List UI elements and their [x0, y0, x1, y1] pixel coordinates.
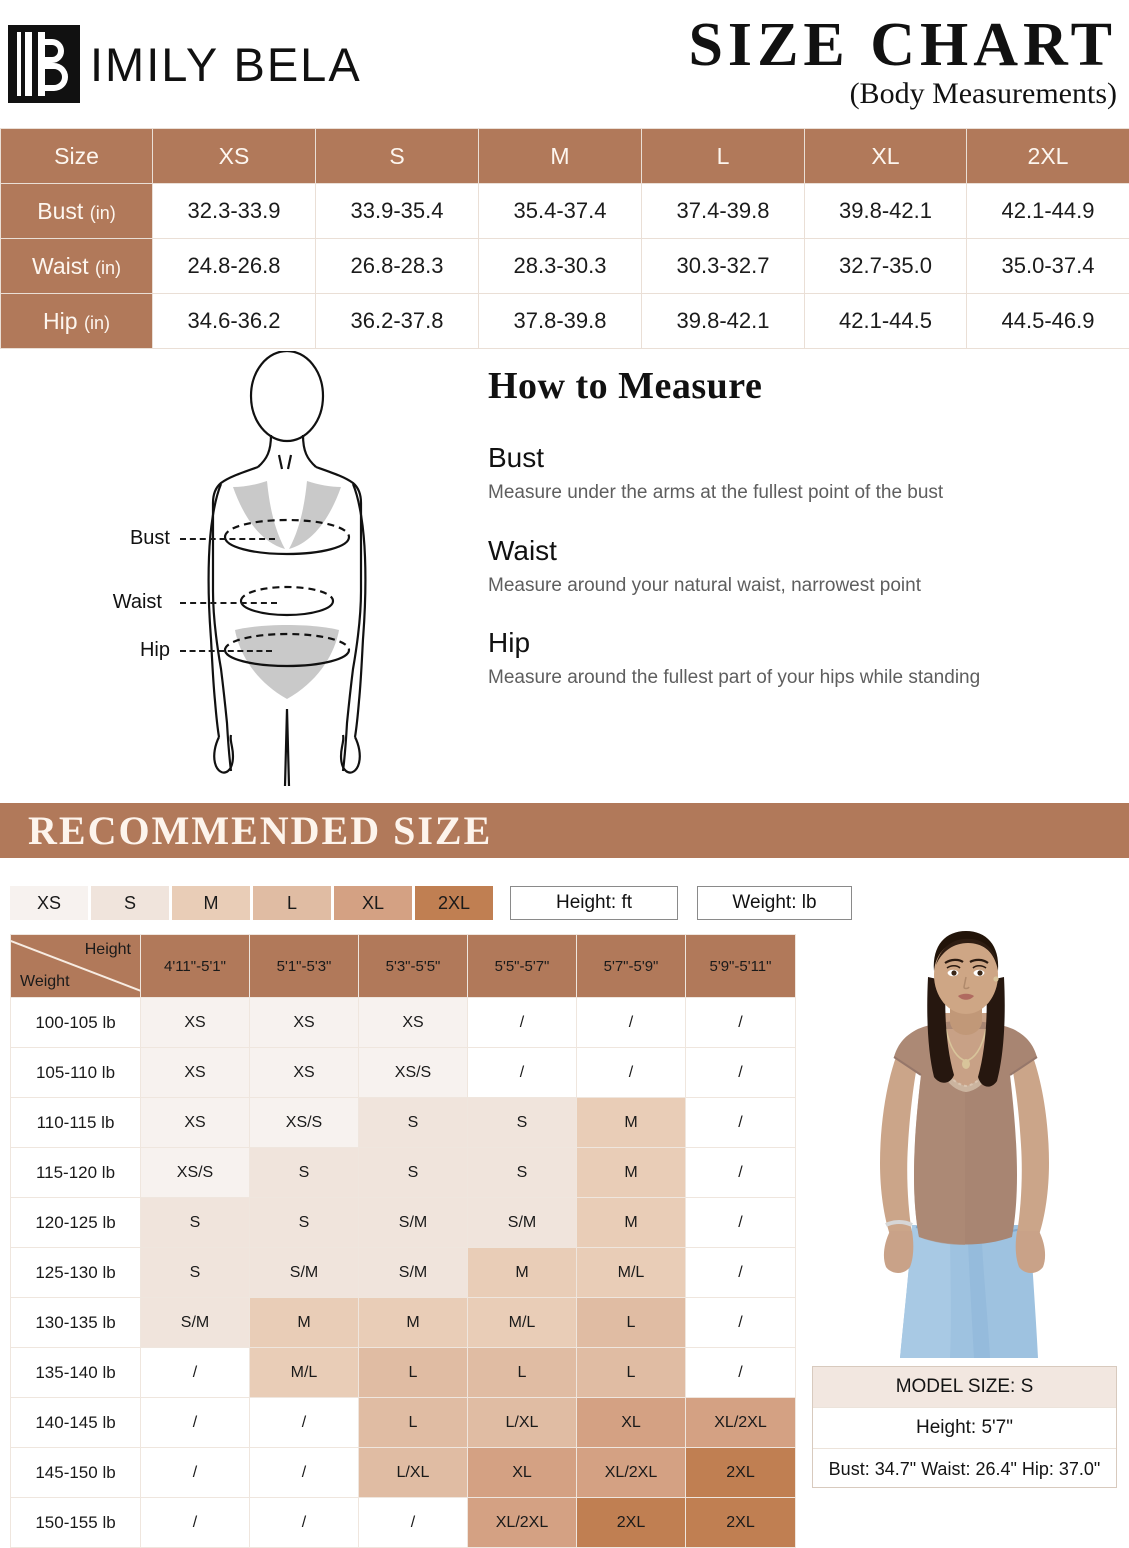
weight-row-label: 125-130 lb	[11, 1248, 141, 1298]
recommended-size-cell: S/M	[359, 1198, 468, 1248]
measurement-size-l: L	[642, 129, 805, 184]
measurement-row	[1, 239, 1129, 294]
recommended-size-cell: XS	[141, 1098, 250, 1148]
recommended-size-cell: XL/2XL	[468, 1498, 577, 1548]
recommended-size-cell: /	[468, 998, 577, 1048]
how-to-term-bust: Bust	[488, 442, 1088, 474]
measurement-cell-waist-xl: 32.7-35.0	[805, 239, 967, 294]
recommended-size-cell: /	[686, 998, 796, 1048]
emily-bela-monogram-icon	[8, 25, 80, 103]
recommended-size-cell: /	[250, 1498, 359, 1548]
height-col-3: 5'3"-5'5"	[359, 935, 468, 998]
legend-swatch-l: L	[253, 886, 331, 920]
measurement-cell-hip-l: 39.8-42.1	[642, 294, 805, 349]
table-row	[11, 1498, 796, 1548]
brand-lockup	[0, 25, 362, 103]
weight-row-label: 135-140 lb	[11, 1348, 141, 1398]
measurement-cell-bust-xl: 39.8-42.1	[805, 184, 967, 239]
recommended-size-cell: L/XL	[468, 1398, 577, 1448]
body-diagram-figure	[95, 351, 475, 786]
recommended-size-cell: M	[250, 1298, 359, 1348]
title-block	[688, 16, 1129, 113]
model-height: Height: 5'7"	[813, 1407, 1116, 1448]
measurement-cell-waist-xs: 24.8-26.8	[153, 239, 316, 294]
measurement-cell-hip-m: 37.8-39.8	[479, 294, 642, 349]
model-photo	[800, 925, 1129, 1358]
recommended-size-cell: L	[577, 1298, 686, 1348]
recommended-size-cell: L	[359, 1348, 468, 1398]
recommended-size-cell: S	[250, 1148, 359, 1198]
recommended-size-cell: S	[359, 1098, 468, 1148]
legend-swatch-xs: XS	[10, 886, 88, 920]
recommended-size-cell: XL/2XL	[577, 1448, 686, 1498]
legend-weight-unit: Weight: lb	[697, 886, 852, 920]
measurement-row	[1, 184, 1129, 239]
table-row	[11, 1198, 796, 1248]
how-to-item-waist	[488, 535, 1088, 599]
legend-height-unit: Height: ft	[510, 886, 678, 920]
measurement-size-s: S	[316, 129, 479, 184]
recommended-size-banner	[0, 803, 1129, 858]
recommended-size-cell: S	[359, 1148, 468, 1198]
recommended-size-table	[10, 934, 796, 1548]
measurement-cell-waist-l: 30.3-32.7	[642, 239, 805, 294]
recommended-size-cell: XL	[468, 1448, 577, 1498]
recommended-size-cell: XL	[577, 1398, 686, 1448]
how-to-desc-hip: Measure around the fullest part of your hips while standing	[488, 666, 1088, 691]
recommended-size-cell: XS/S	[141, 1148, 250, 1198]
measurement-size-2xl: 2XL	[967, 129, 1129, 184]
recommended-size-cell: L/XL	[359, 1448, 468, 1498]
measurement-row-label-hip: Hip (in)	[1, 294, 153, 349]
weight-row-label: 150-155 lb	[11, 1498, 141, 1548]
recommended-size-cell: /	[141, 1348, 250, 1398]
measurement-corner-label: Size	[1, 129, 153, 184]
recommended-header-row	[11, 935, 796, 998]
recommended-size-cell: M/L	[468, 1298, 577, 1348]
recommended-size-cell: /	[577, 998, 686, 1048]
recommended-size-cell: XS	[359, 998, 468, 1048]
table-row	[11, 1298, 796, 1348]
model-size-info-box	[812, 1366, 1117, 1488]
recommended-size-cell: /	[250, 1448, 359, 1498]
height-col-2: 5'1"-5'3"	[250, 935, 359, 998]
recommended-size-cell: XS/S	[250, 1098, 359, 1148]
recommended-size-cell: XS	[141, 1048, 250, 1098]
table-row	[11, 998, 796, 1048]
measurement-cell-bust-s: 33.9-35.4	[316, 184, 479, 239]
model-measurements: Bust: 34.7" Waist: 26.4" Hip: 37.0"	[813, 1448, 1116, 1489]
recommended-size-cell: /	[686, 1198, 796, 1248]
recommended-corner-cell	[11, 935, 141, 998]
body-measurements-table	[0, 128, 1129, 349]
measurement-cell-hip-s: 36.2-37.8	[316, 294, 479, 349]
measurement-size-m: M	[479, 129, 642, 184]
recommended-size-cell: S	[141, 1248, 250, 1298]
recommended-size-cell: M/L	[250, 1348, 359, 1398]
table-row	[11, 1398, 796, 1448]
height-col-1: 4'11"-5'1"	[141, 935, 250, 998]
weight-row-label: 105-110 lb	[11, 1048, 141, 1098]
how-to-term-hip: Hip	[488, 627, 1088, 659]
figure-label-hip: Hip	[90, 639, 170, 662]
figure-leader-bust	[180, 538, 275, 540]
measurement-cell-waist-s: 26.8-28.3	[316, 239, 479, 294]
figure-leader-waist	[180, 602, 277, 604]
weight-row-label: 130-135 lb	[11, 1298, 141, 1348]
weight-row-label: 100-105 lb	[11, 998, 141, 1048]
page-header	[0, 0, 1129, 128]
figure-leader-hip	[180, 650, 272, 652]
recommended-size-cell: XS	[250, 1048, 359, 1098]
recommended-size-cell: L	[359, 1398, 468, 1448]
how-to-item-hip	[488, 627, 1088, 691]
recommended-size-cell: XS	[250, 998, 359, 1048]
recommended-size-cell: /	[468, 1048, 577, 1098]
recommended-size-cell: /	[359, 1498, 468, 1548]
recommended-size-cell: /	[250, 1398, 359, 1448]
figure-label-waist: Waist	[82, 591, 162, 614]
recommended-size-cell: XS	[141, 998, 250, 1048]
measurement-cell-bust-xs: 32.3-33.9	[153, 184, 316, 239]
measurement-row	[1, 294, 1129, 349]
recommended-size-cell: 2XL	[577, 1498, 686, 1548]
weight-row-label: 145-150 lb	[11, 1448, 141, 1498]
recommended-size-cell: S/M	[250, 1248, 359, 1298]
legend-swatch-2xl: 2XL	[415, 886, 493, 920]
recommended-size-cell: /	[686, 1098, 796, 1148]
recommended-size-cell: /	[141, 1498, 250, 1548]
recommended-size-cell: 2XL	[686, 1448, 796, 1498]
how-to-measure-section	[0, 346, 1129, 796]
recommended-size-cell: M	[577, 1198, 686, 1248]
recommended-size-cell: /	[686, 1248, 796, 1298]
model-size-title: MODEL SIZE: S	[813, 1367, 1116, 1407]
how-to-term-waist: Waist	[488, 535, 1088, 567]
how-to-desc-waist: Measure around your natural waist, narrowest point	[488, 574, 1088, 599]
recommended-size-cell: M	[468, 1248, 577, 1298]
measurement-header-row	[1, 129, 1129, 184]
recommended-size-cell: M	[359, 1298, 468, 1348]
weight-row-label: 115-120 lb	[11, 1148, 141, 1198]
weight-row-label: 140-145 lb	[11, 1398, 141, 1448]
recommended-size-cell: /	[686, 1048, 796, 1098]
table-row	[11, 1248, 796, 1298]
recommended-size-cell: M	[577, 1098, 686, 1148]
measurement-cell-bust-2xl: 42.1-44.9	[967, 184, 1129, 239]
figure-label-bust: Bust	[90, 527, 170, 550]
legend-swatch-xl: XL	[334, 886, 412, 920]
table-row	[11, 1148, 796, 1198]
measurement-cell-waist-m: 28.3-30.3	[479, 239, 642, 294]
measurement-size-xs: XS	[153, 129, 316, 184]
recommended-size-cell: XS/S	[359, 1048, 468, 1098]
recommended-size-cell: /	[577, 1048, 686, 1098]
height-col-5: 5'7"-5'9"	[577, 935, 686, 998]
recommended-size-cell: /	[141, 1398, 250, 1448]
recommended-size-cell: S/M	[468, 1198, 577, 1248]
recommended-size-cell: 2XL	[686, 1498, 796, 1548]
page-subtitle: (Body Measurements)	[688, 76, 1117, 112]
corner-height-label: Height	[85, 941, 131, 959]
measurement-cell-waist-2xl: 35.0-37.4	[967, 239, 1129, 294]
height-col-6: 5'9"-5'11"	[686, 935, 796, 998]
table-row	[11, 1048, 796, 1098]
table-row	[11, 1448, 796, 1498]
how-to-item-bust	[488, 442, 1088, 506]
recommended-size-cell: S/M	[141, 1298, 250, 1348]
recommended-size-cell: XL/2XL	[686, 1398, 796, 1448]
recommended-size-cell: M/L	[577, 1248, 686, 1298]
recommended-size-cell: S/M	[359, 1248, 468, 1298]
recommended-size-cell: S	[468, 1148, 577, 1198]
measurement-cell-hip-xl: 42.1-44.5	[805, 294, 967, 349]
table-row	[11, 1348, 796, 1398]
weight-row-label: 120-125 lb	[11, 1198, 141, 1248]
measurement-cell-hip-2xl: 44.5-46.9	[967, 294, 1129, 349]
measurement-cell-bust-m: 35.4-37.4	[479, 184, 642, 239]
measurement-cell-hip-xs: 34.6-36.2	[153, 294, 316, 349]
recommended-size-cell: L	[577, 1348, 686, 1398]
recommended-size-title: RECOMMENDED SIZE	[0, 807, 492, 854]
recommended-size-cell: /	[686, 1148, 796, 1198]
legend-swatch-m: M	[172, 886, 250, 920]
model-wearing-top-illustration	[800, 925, 1129, 1358]
table-row	[11, 1098, 796, 1148]
how-to-measure-text	[488, 364, 1088, 720]
measurement-row-label-waist: Waist (in)	[1, 239, 153, 294]
how-to-desc-bust: Measure under the arms at the fullest point of the bust	[488, 481, 1088, 506]
recommended-size-cell: /	[141, 1448, 250, 1498]
size-legend	[10, 886, 1120, 920]
recommended-size-cell: S	[468, 1098, 577, 1148]
recommended-size-cell: L	[468, 1348, 577, 1398]
measurement-row-label-bust: Bust (in)	[1, 184, 153, 239]
brand-name: IMILY BELA	[90, 37, 362, 92]
recommended-size-cell: M	[577, 1148, 686, 1198]
weight-row-label: 110-115 lb	[11, 1098, 141, 1148]
legend-swatch-s: S	[91, 886, 169, 920]
measurement-cell-bust-l: 37.4-39.8	[642, 184, 805, 239]
female-body-outline-icon	[95, 351, 475, 786]
recommended-size-cell: /	[686, 1298, 796, 1348]
measurement-size-xl: XL	[805, 129, 967, 184]
recommended-size-cell: /	[686, 1348, 796, 1398]
recommended-size-cell: S	[141, 1198, 250, 1248]
page-title: SIZE CHART	[688, 16, 1117, 75]
height-col-4: 5'5"-5'7"	[468, 935, 577, 998]
recommended-size-cell: S	[250, 1198, 359, 1248]
corner-weight-label: Weight	[20, 973, 70, 991]
how-to-measure-title: How to Measure	[488, 364, 1088, 408]
